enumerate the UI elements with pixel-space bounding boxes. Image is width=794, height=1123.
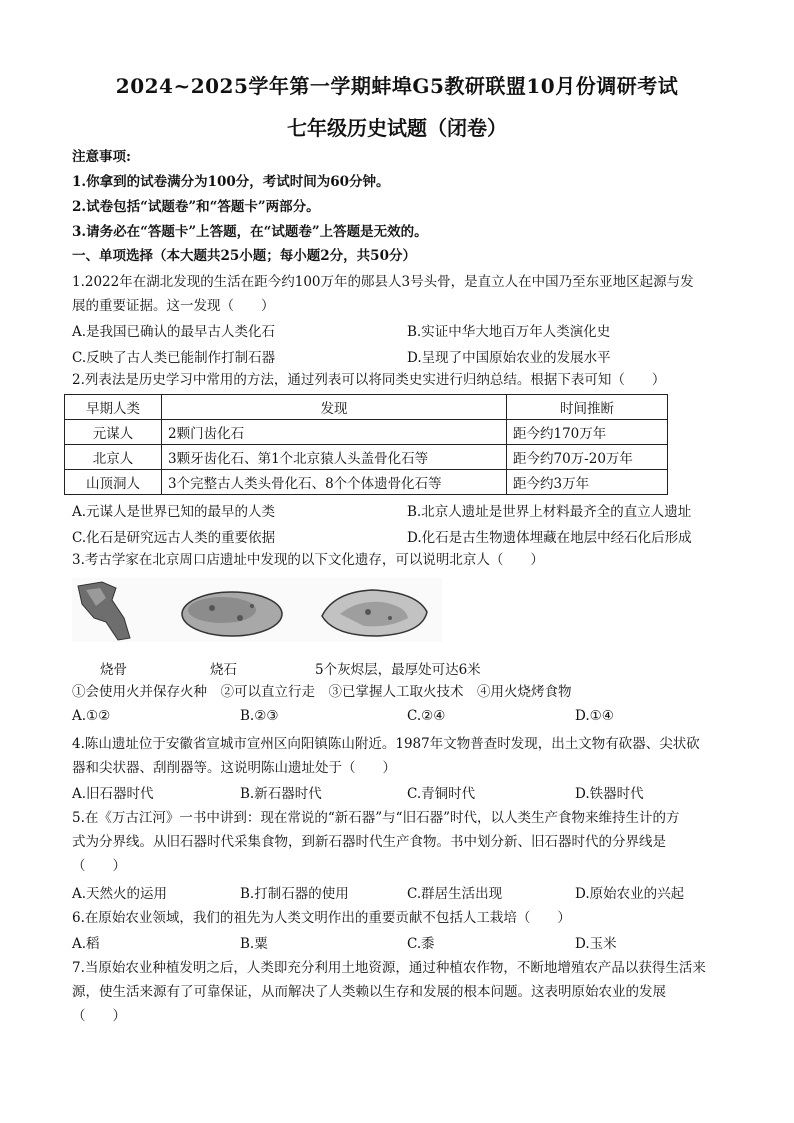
q1-stem-line2: 展的重要证据。这一发现（ ）	[72, 298, 275, 314]
table-cell: 3个完整古人类头骨化石、8个个体遗骨化石等	[162, 470, 507, 495]
q1-option-b: B.实证中华大地百万年人类演化史	[407, 324, 611, 340]
q2-option-a: A.元谋人是世界已知的最早的人类	[72, 504, 276, 520]
q7-stem-line1: 7.当原始农业种植发明之后，人类即充分利用土地资源，通过种植农作物，不断地增殖农产品以获得生活来	[72, 960, 706, 976]
q2-option-c: C.化石是研究远古人类的重要依据	[72, 530, 276, 546]
notice-item-1: 1.你拿到的试卷满分为100分，考试时间为60分钟。	[72, 174, 390, 190]
q1-option-c: C.反映了古人类已能制作打制石器	[72, 350, 276, 366]
table-header: 时间推断	[507, 395, 668, 420]
notice-item-2: 2.试卷包括“试题卷”和“答题卡”两部分。	[72, 199, 320, 215]
section-heading: 一、单项选择（本大题共25小题；每小题2分，共50分）	[72, 248, 416, 264]
q2-stem: 2.列表法是历史学习中常用的方法，通过列表可以将同类史实进行归纳总结。根据下表可知（ ）	[72, 372, 666, 388]
q1-option-a: A.是我国已确认的最早古人类化石	[72, 324, 276, 340]
q5-option-b: B.打制石器的使用	[240, 886, 349, 902]
q5-stem-line1: 5.在《万古江河》一书中讲到：现在常说的“新石器”与“旧石器”时代，以人类生产食物来维持生计的方	[72, 810, 680, 826]
q3-option-b: B.②③	[240, 708, 279, 724]
q1-stem-line1: 1.2022年在湖北发现的生活在距今约100万年的郧县人3号头骨，是直立人在中国乃至东亚地区起源与发	[72, 274, 694, 290]
q4-stem-line2: 器和尖状器、刮削器等。这说明陈山遗址处于（ ）	[72, 760, 396, 776]
q6-option-a: A.稻	[72, 936, 100, 952]
q4-option-c: C.青铜时代	[407, 786, 476, 802]
q3-statements: ①会使用火并保存火种 ②可以直立行走 ③已掌握人工取火技术 ④用火烧烤食物	[72, 684, 572, 700]
q7-stem-line3: （ ）	[72, 1008, 126, 1024]
relics-photos	[72, 578, 442, 642]
notice-item-3: 3.请务必在“答题卡”上答题，在“试题卷”上答题是无效的。	[72, 224, 428, 240]
table-header: 发现	[162, 395, 507, 420]
q5-stem-line3: （ ）	[72, 858, 126, 874]
q3-option-a: A.①②	[72, 708, 111, 724]
table-cell: 元谋人	[65, 420, 162, 445]
q4-option-d: D.铁器时代	[575, 786, 644, 802]
q3-stem: 3.考古学家在北京周口店遗址中发现的以下文化遗存，可以说明北京人（ ）	[72, 552, 544, 568]
q1-option-d: D.呈现了中国原始农业的发展水平	[407, 350, 611, 366]
q2-option-d: D.化石是古生物遗体埋藏在地层中经石化后形成	[407, 530, 692, 546]
q3-option-d: D.①④	[575, 708, 614, 724]
table-cell: 北京人	[65, 445, 162, 470]
q5-stem-line2: 式为分界线。从旧石器时代采集食物，到新石器时代生产食物。书中划分新、旧石器时代的分界线是	[72, 834, 666, 850]
table-header: 早期人类	[65, 395, 162, 420]
table-row	[65, 445, 668, 470]
q4-stem-line1: 4.陈山遗址位于安徽省宣城市宣州区向阳镇陈山附近。1987年文物普查时发现，出土文物有砍器、尖状砍	[72, 736, 700, 752]
exam-title: 2024~2025学年第一学期蚌埠G5教研联盟10月份调研考试	[115, 74, 679, 98]
table-header-row	[65, 395, 668, 420]
q6-option-d: D.玉米	[575, 936, 617, 952]
q3-caption-bone: 烧骨	[100, 662, 127, 678]
table-cell: 距今约170万年	[507, 420, 668, 445]
table-row	[65, 470, 668, 495]
early-humans-table	[64, 394, 668, 495]
notice-heading: 注意事项:	[72, 149, 131, 165]
q5-option-c: C.群居生活出现	[407, 886, 503, 902]
q3-caption-stone: 烧石	[210, 662, 237, 678]
q2-option-b: B.北京人遗址是世界上材料最齐全的直立人遗址	[407, 504, 692, 520]
q3-option-c: C.②④	[407, 708, 446, 724]
q4-option-b: B.新石器时代	[240, 786, 322, 802]
table-cell: 3颗牙齿化石、第1个北京猿人头盖骨化石等	[162, 445, 507, 470]
table-cell: 山顶洞人	[65, 470, 162, 495]
burnt-stone-image	[182, 592, 282, 636]
q5-option-d: D.原始农业的兴起	[575, 886, 685, 902]
q3-caption-ash: 5个灰烬层，最厚处可达6米	[315, 662, 481, 678]
table-cell: 距今约3万年	[507, 470, 668, 495]
q4-option-a: A.旧石器时代	[72, 786, 154, 802]
q6-option-b: B.粟	[240, 936, 268, 952]
q6-stem: 6.在原始农业领域，我们的祖先为人类文明作出的重要贡献不包括人工栽培（ ）	[72, 910, 571, 926]
table-row	[65, 420, 668, 445]
table-cell: 距今约70万-20万年	[507, 445, 668, 470]
exam-subtitle: 七年级历史试题（闭卷）	[287, 116, 507, 140]
q7-stem-line2: 源，使生活来源有了可靠保证，从而解决了人类赖以生存和发展的根本问题。这表明原始农业的发展	[72, 984, 666, 1000]
table-cell: 2颗门齿化石	[162, 420, 507, 445]
q5-option-a: A.天然火的运用	[72, 886, 168, 902]
q6-option-c: C.黍	[407, 936, 435, 952]
